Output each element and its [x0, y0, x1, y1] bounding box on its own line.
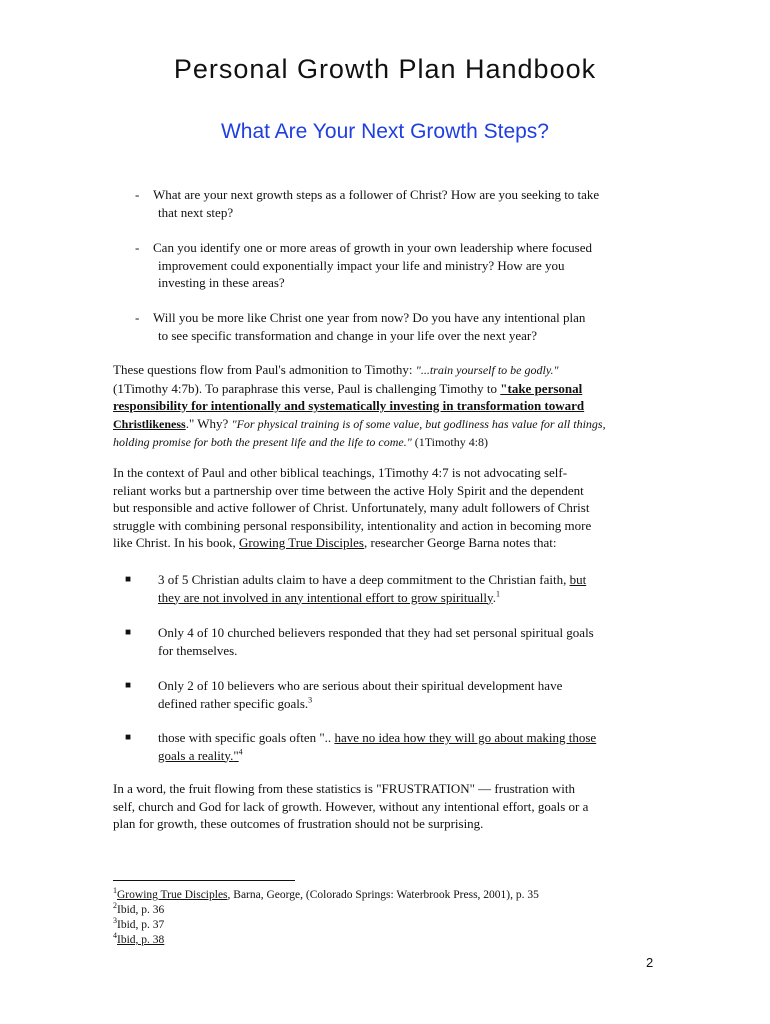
- question-line: Will you be more like Christ one year from now? Do you have any intentional plan: [153, 310, 586, 325]
- page-number: 2: [646, 955, 654, 970]
- bullet-marker: ■: [125, 680, 132, 691]
- question-item: [135, 186, 665, 221]
- footnote-ref: 3: [308, 695, 313, 705]
- footnote: $^3$Ibid, p. 37: [113, 916, 165, 931]
- dash-marker: -: [135, 240, 140, 255]
- bullet-marker: ■: [125, 732, 132, 743]
- footnote-ref: 1: [495, 589, 500, 599]
- bullet-item: ■ 3 of 5 Christian adults claim to have a deep commitment to the Christian faith, but they are not involved in any intentional effort to grow spiritually.$^1$: [125, 572, 587, 605]
- scripture-quote: "...train yourself to be godly.": [415, 363, 559, 377]
- bullet-marker: ■: [125, 627, 132, 638]
- footnote-ref: 4: [238, 747, 243, 757]
- question-line: Can you identify one or more areas of growth in your own leadership where focused: [153, 240, 592, 255]
- paragraph: In the context of Paul and other biblical teachings, 1Timothy 4:7 is not advocating self- reliant works but a partnership over time between the active Holy Spirit and the dependent but responsible and active follower of Christ. Unfortunately, many adult followers of Christ struggle with combining personal responsibility, intentionality and action in becoming more like Christ. In his book, Growing True Disciples, researcher George Barna notes that:: [113, 465, 592, 550]
- section-heading: What Are Your Next Growth Steps?: [220, 120, 549, 143]
- question-item: [135, 309, 665, 344]
- footnote: $^1$Growing True Disciples, Barna, George, (Colorado Springs: Waterbrook Press, 2001), p. 35: [113, 886, 539, 901]
- scripture-quote: holding promise for both the present life and the life to come.": [113, 435, 412, 449]
- question-line: improvement could exponentially impact your life and ministry? How are you: [158, 257, 565, 273]
- dash-marker: -: [135, 187, 140, 202]
- bullet-marker: ■: [125, 574, 132, 585]
- emphasis-text: Christlikeness: [113, 416, 186, 431]
- footnote: $^4$Ibid, p. 38: [113, 931, 165, 946]
- footnote-number: 1: [113, 886, 117, 896]
- question-line: What are your next growth steps as a follower of Christ? How are you seeking to take: [153, 187, 600, 202]
- question-item: [135, 239, 665, 292]
- emphasis-text: "take personal: [500, 380, 583, 396]
- footnote-divider: [113, 880, 295, 881]
- footnote-number: 3: [113, 916, 117, 926]
- bullet-item: ■ Only 4 of 10 churched believers responded that they had set personal spiritual goals for themselves.: [125, 625, 594, 658]
- question-line: that next step?: [158, 204, 234, 220]
- book-title: Growing True Disciples: [239, 535, 364, 550]
- footnote: $^2$Ibid, p. 36: [113, 901, 165, 916]
- paragraph: In a word, the fruit flowing from these statistics is "FRUSTRATION" — frustration with self, church and God for lack of growth. However, without any intentional effort, goals or a plan for growth, these outcomes of frustration should not be surprising.: [113, 781, 589, 831]
- bullet-item: ■ those with specific goals often ".. have no idea how they will go about making those goals a reality."$^4$: [125, 730, 597, 763]
- footnote-number: 4: [113, 931, 117, 941]
- emphasis-text: responsibility for intentionally and systematically investing in transformation toward: [113, 398, 585, 413]
- footnote-number: 2: [113, 901, 117, 911]
- question-line: investing in these areas?: [158, 275, 285, 290]
- dash-marker: -: [135, 310, 140, 325]
- question-line: to see specific transformation and change in your life over the next year?: [158, 327, 538, 343]
- bullet-item: ■ Only 2 of 10 believers who are serious about their spiritual development have defined rather specific goals.$^3$: [125, 678, 563, 711]
- page-title: Personal Growth Plan Handbook: [173, 54, 597, 84]
- scripture-quote: "For physical training is of some value, but godliness has value for all things,: [231, 416, 606, 431]
- paragraph: These questions flow from Paul's admonition to Timothy: "...train yourself to be godly." (1Timothy 4:7b). To paraphrase this verse, Paul is challenging Timothy to "take personal responsibility for intentionally and systematically investing in transformation toward Christlikeness." Why? "For physical training is of some value, but godliness has value for all things, holding promise for both the present life and the life to come." (1Timothy 4:8): [113, 362, 606, 449]
